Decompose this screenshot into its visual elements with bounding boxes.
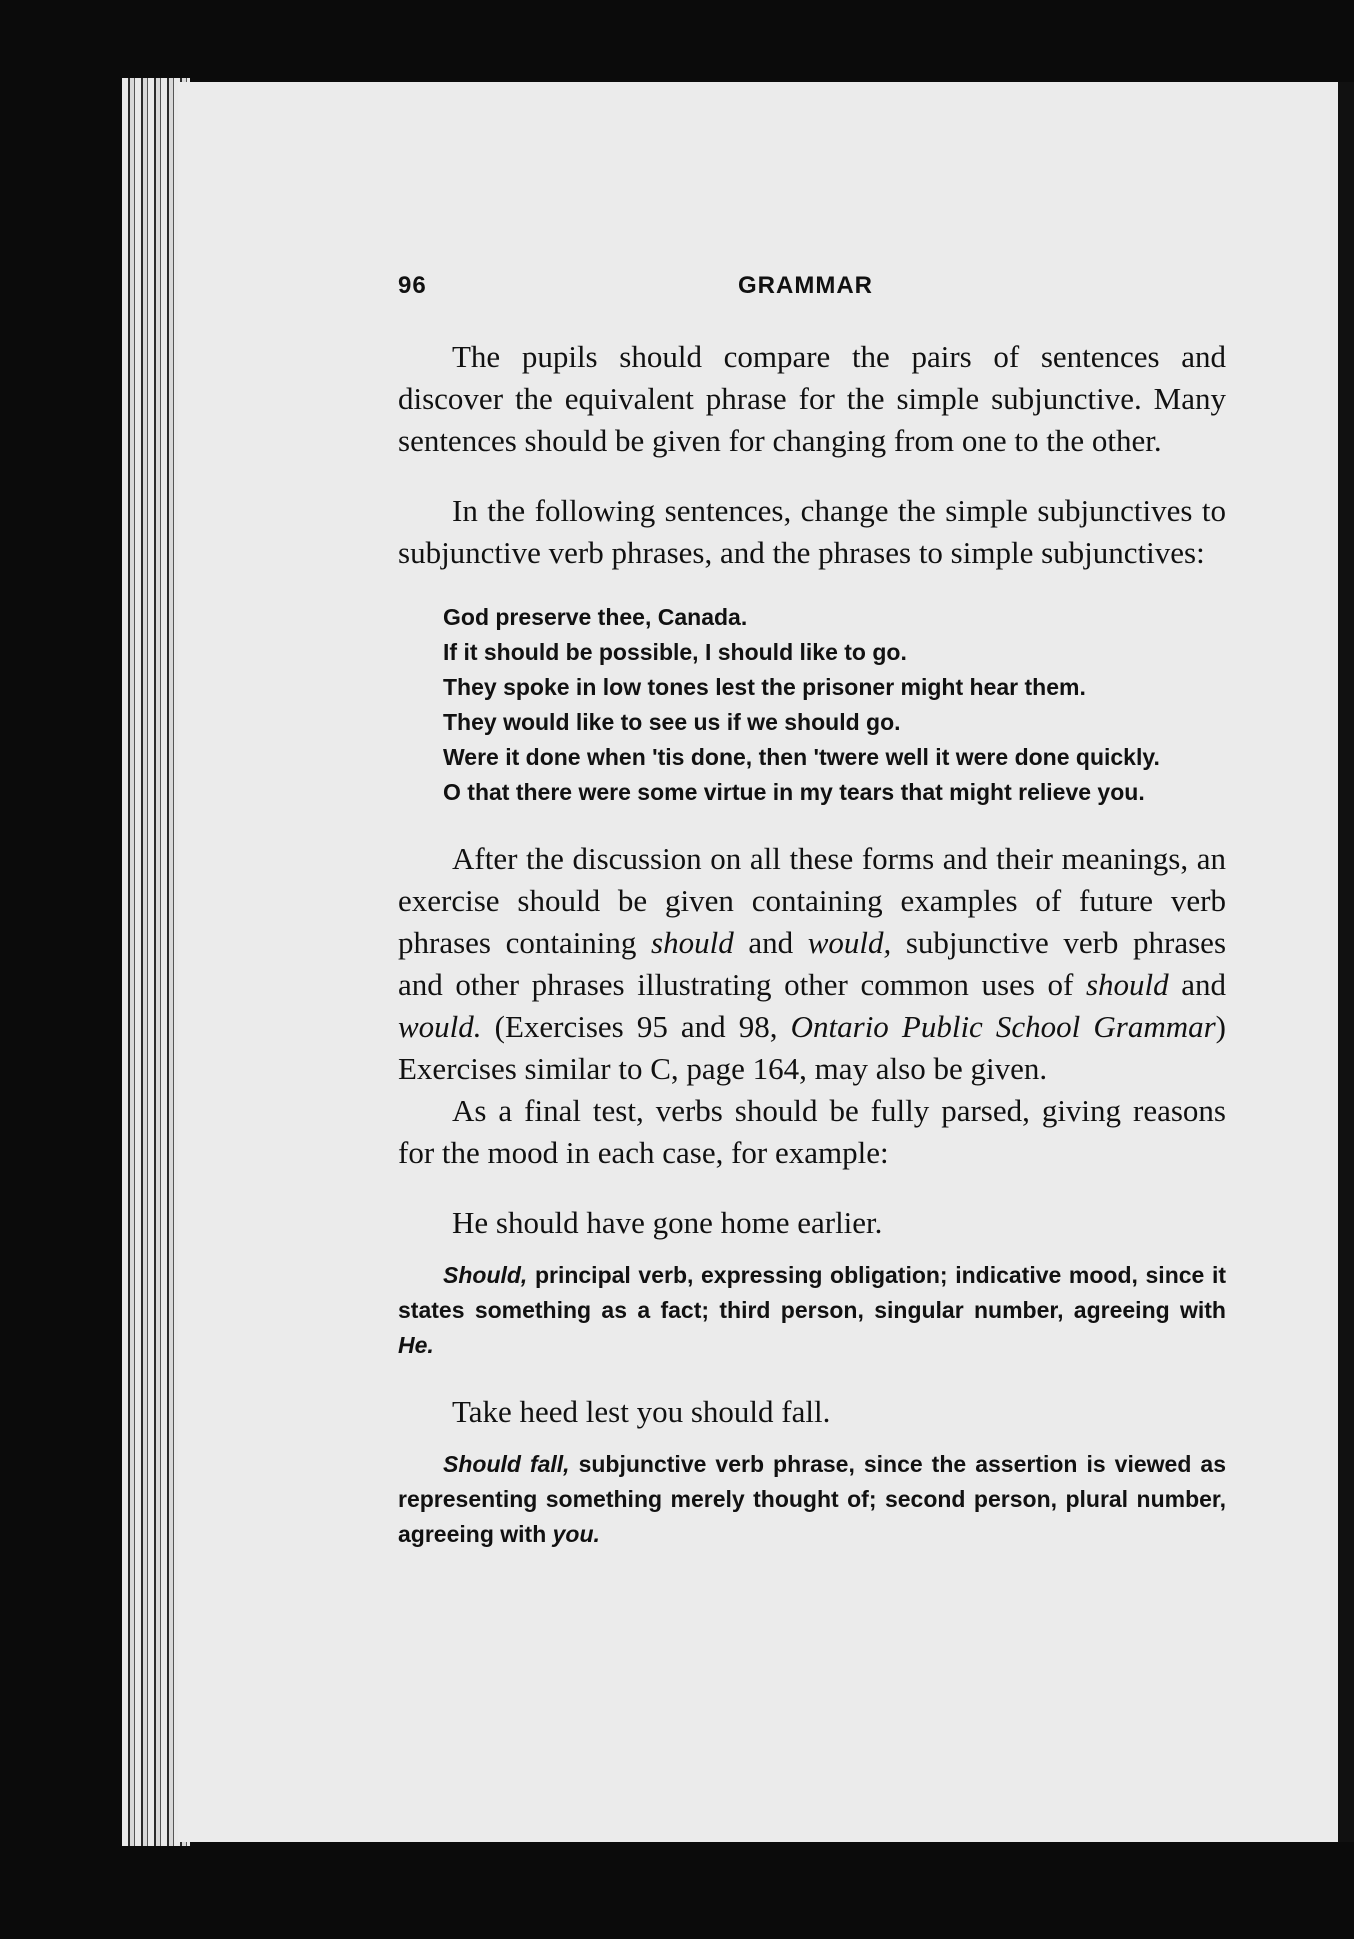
parse-subject: He. bbox=[398, 1332, 434, 1358]
word-would: would, bbox=[807, 925, 892, 960]
page-content bbox=[398, 272, 1226, 1552]
example-sentence-1: He should have gone home earlier. bbox=[452, 1205, 883, 1240]
para3-and: and bbox=[1168, 967, 1227, 1002]
paragraph-4: As a final test, verbs should be fully parsed, giving reasons for the mood in each case, for example: bbox=[398, 1093, 1226, 1170]
para3-and: and bbox=[733, 925, 808, 960]
example-sentence-2: Take heed lest you should fall. bbox=[452, 1394, 831, 1429]
word-should: should bbox=[1085, 967, 1169, 1002]
parse-text: subjunctive verb phrase, since the assertion is viewed as representing something merely thought of; second person, plural number, agreeing with bbox=[398, 1451, 1226, 1547]
word-would: would. bbox=[398, 1009, 482, 1044]
page-shadow bbox=[1338, 82, 1354, 1842]
para3-text: subjunctive verb phrases and other phrases illustrating other common uses of bbox=[398, 925, 1227, 1002]
parse-text: principal verb, expressing obligation; indicative mood, since it states something as a fact; third person, singular number, agreeing with bbox=[398, 1262, 1226, 1323]
example-line: O that there were some virtue in my tears that might relieve you. bbox=[443, 779, 1145, 805]
running-header bbox=[398, 272, 1226, 300]
parse-subject: you. bbox=[552, 1521, 600, 1547]
para3-text: ) Exercises similar to C, page 164, may also be given. bbox=[398, 1009, 1226, 1086]
paragraph-3 bbox=[398, 838, 1226, 1090]
example-line: They spoke in low tones lest the prisoner might hear them. bbox=[443, 674, 1086, 700]
para3-text: After the discussion on all these forms and their meanings, an exercise should be given containing examples of future verb phrases containing bbox=[398, 841, 1226, 960]
example-sentences bbox=[398, 600, 1226, 810]
word-should: should bbox=[651, 925, 734, 960]
example-line: Were it done when 'tis done, then 'twere well it were done quickly. bbox=[443, 744, 1160, 770]
parse-term: Should, bbox=[443, 1262, 528, 1288]
paragraph-1: The pupils should compare the pairs of sentences and discover the equivalent phrase for the simple subjunctive. Many sentences should be given for changing from one to the other. bbox=[398, 339, 1226, 458]
parse-2 bbox=[398, 1447, 1226, 1552]
example-line: If it should be possible, I should like to go. bbox=[443, 639, 907, 665]
page-number: 96 bbox=[398, 272, 427, 299]
para3-text: (Exercises 95 and 98, bbox=[481, 1009, 791, 1044]
parse-1 bbox=[398, 1258, 1226, 1363]
example-line: God preserve thee, Canada. bbox=[443, 604, 748, 630]
paragraph-2: In the following sentences, change the simple subjunctives to subjunctive verb phrases, and the phrases to simple subjunctives: bbox=[398, 493, 1226, 570]
book-title: Ontario Public School Grammar bbox=[790, 1009, 1216, 1044]
example-line: They would like to see us if we should go. bbox=[443, 709, 901, 735]
parse-term: Should fall, bbox=[443, 1451, 570, 1477]
running-title: GRAMMAR bbox=[738, 272, 873, 299]
